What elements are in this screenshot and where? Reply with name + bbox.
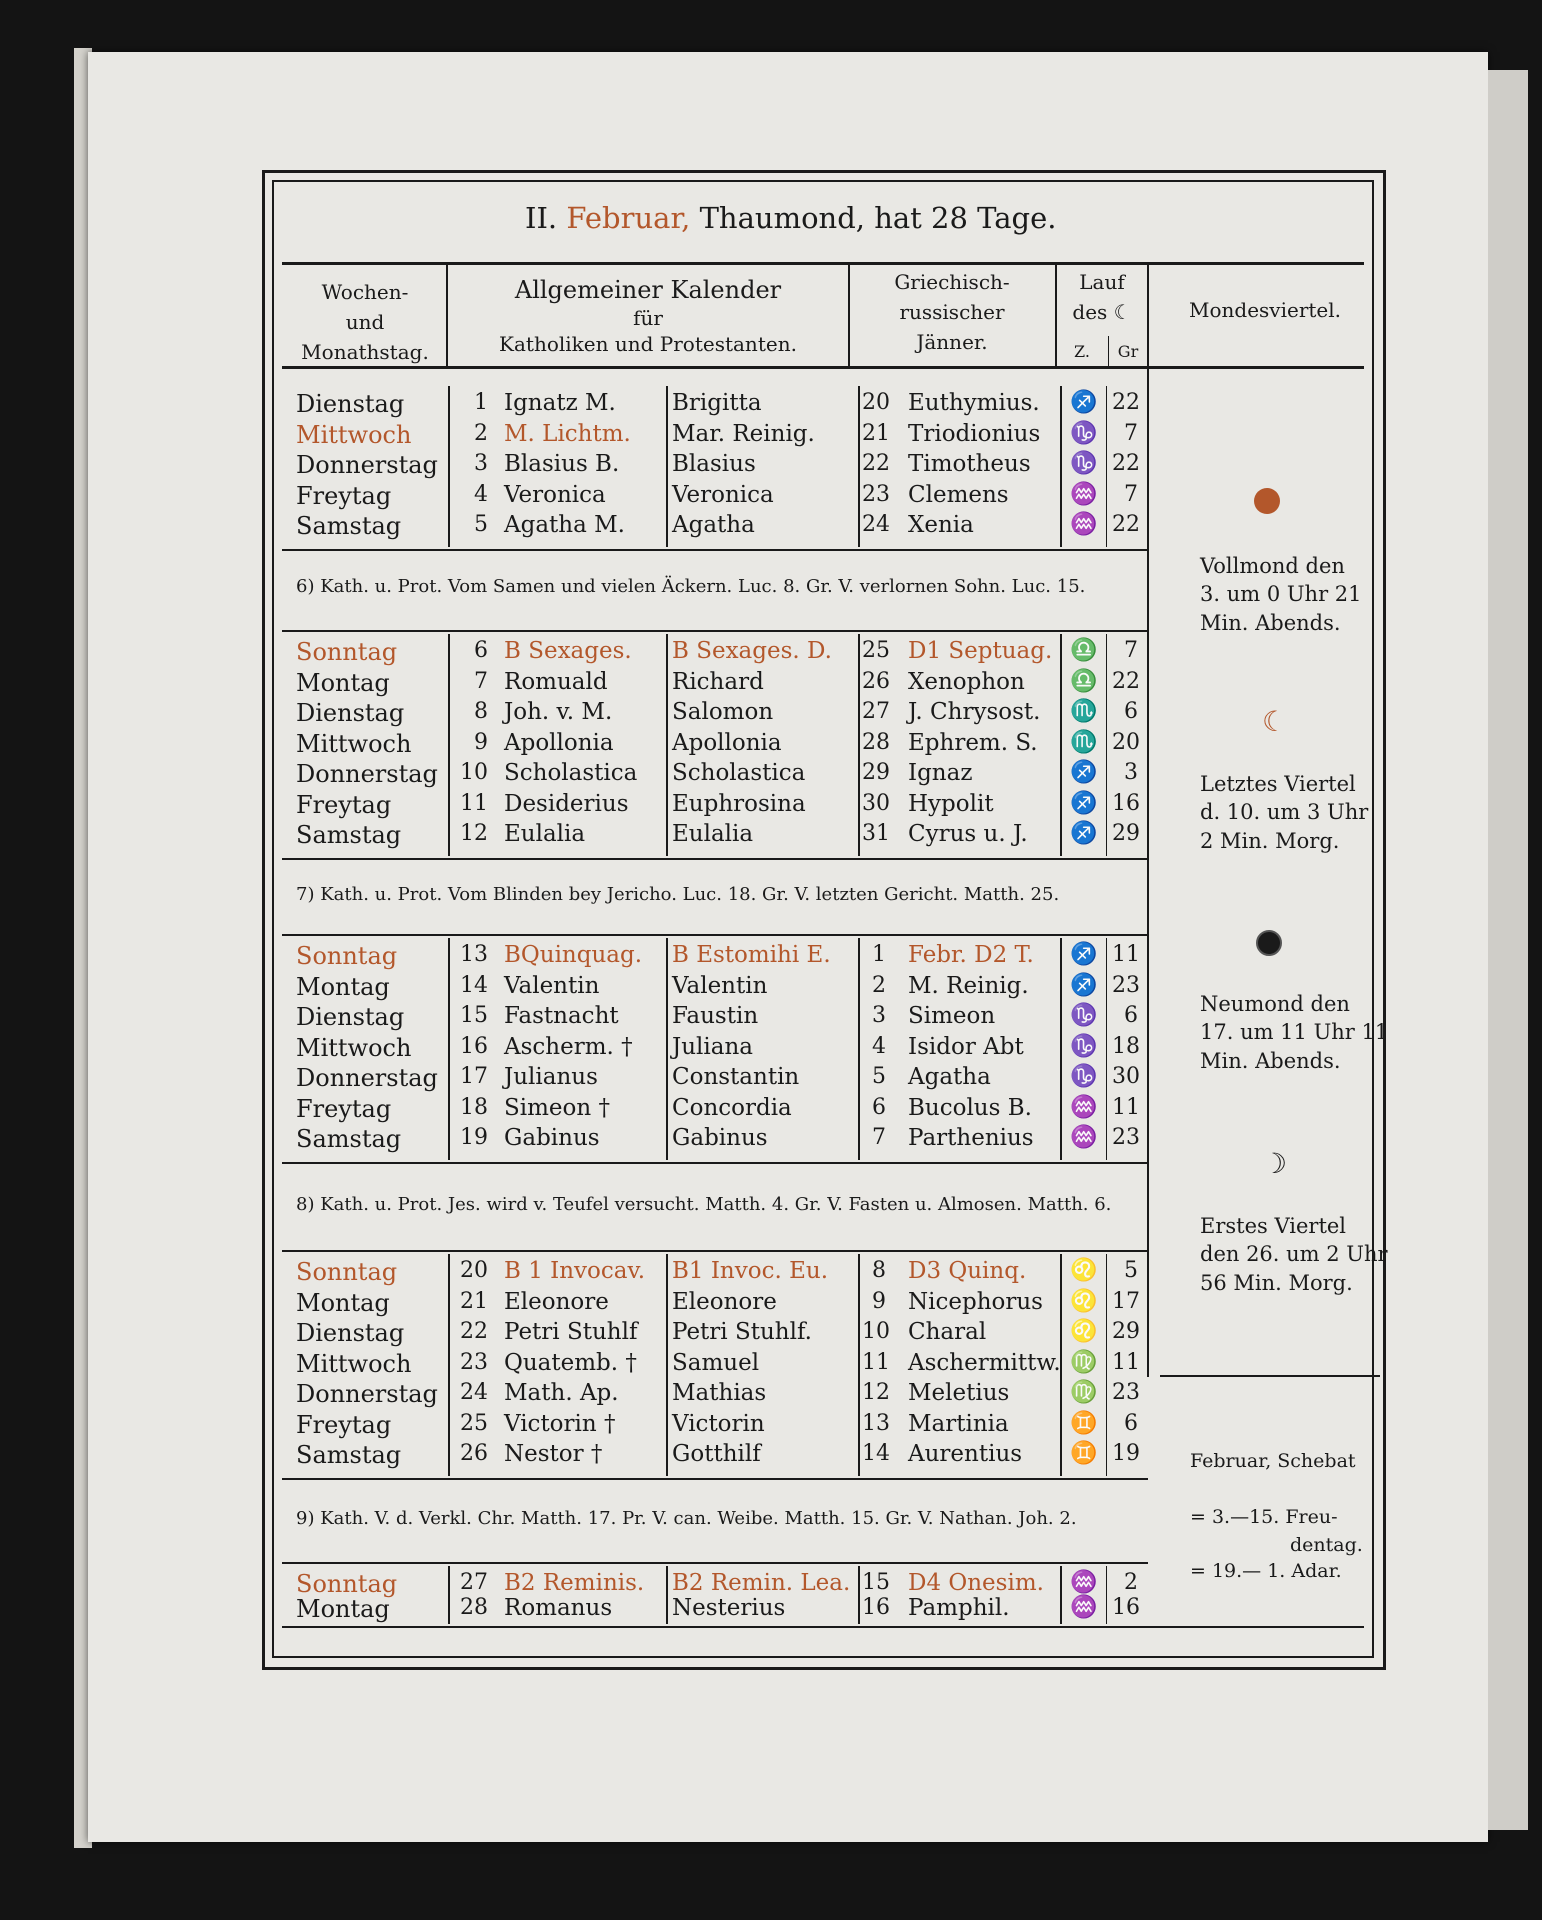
week-note: 7) Kath. u. Prot. Vom Blinden bey Jericho. Luc. 18. Gr. V. letzten Gericht. Matth. 25.	[296, 884, 1060, 905]
cell-zod: ♒	[1070, 1125, 1098, 1150]
cell-day: Freytag	[296, 790, 392, 819]
cell-gr: 29	[1112, 1319, 1140, 1344]
cell-gnum: 7	[872, 1125, 886, 1150]
cell-gr: 18	[1112, 1033, 1140, 1059]
cell-gr: 5	[1124, 1258, 1138, 1283]
cell-gr: 30	[1112, 1064, 1140, 1089]
cell-greek: Xenia	[908, 512, 974, 538]
cell-gr: 29	[1112, 821, 1140, 846]
week-note: 8) Kath. u. Prot. Jes. wird v. Teufel versucht. Matth. 4. Gr. V. Fasten u. Almosen. Matth. 6.	[296, 1194, 1112, 1215]
cell-gnum: 27	[862, 699, 890, 724]
cell-gr: 11	[1112, 1349, 1140, 1375]
cell-num: 14	[460, 972, 488, 998]
cell-gr: 22	[1112, 390, 1140, 415]
week-3-bottom-rule	[282, 1478, 1148, 1480]
cell-gr: 23	[1112, 1380, 1140, 1405]
cell-zod: ♒	[1070, 512, 1098, 537]
week-1-divider-4	[1106, 634, 1107, 856]
cell-gnum: 1	[872, 942, 886, 967]
cell-kath: Fastnacht	[504, 1003, 619, 1029]
cell-zod: ♐	[1070, 390, 1098, 415]
cell-kath: Ascherm. †	[504, 1033, 633, 1060]
inner-frame	[272, 180, 1374, 1658]
cell-greek: Bucolus B.	[908, 1094, 1032, 1121]
jewish-title: Februar, Schebat	[1190, 1450, 1356, 1472]
cell-prot: Veronica	[672, 481, 774, 508]
cell-day: Mittwoch	[296, 420, 412, 449]
cell-greek: Ignaz	[908, 760, 973, 786]
cell-prot: Samuel	[672, 1349, 760, 1376]
title-roman: II.	[525, 201, 558, 235]
cell-day: Montag	[296, 1595, 390, 1623]
cell-prot: Blasius	[672, 451, 756, 477]
cell-num: 12	[460, 821, 488, 846]
week-0-divider-1	[666, 386, 668, 547]
cell-greek: Pamphil.	[908, 1595, 1010, 1621]
cell-gnum: 9	[872, 1288, 886, 1314]
cell-zod: ♐	[1070, 790, 1098, 816]
cell-zod: ♎	[1070, 668, 1098, 694]
week-0-divider-2	[858, 386, 860, 547]
cell-prot: Gabinus	[672, 1125, 768, 1151]
cell-num: 28	[460, 1595, 488, 1620]
week-4-top-rule	[282, 1562, 1148, 1564]
cell-zod: ♒	[1070, 481, 1098, 507]
cell-zod: ♊	[1070, 1410, 1098, 1436]
cell-kath: Petri Stuhlf	[504, 1319, 638, 1345]
cell-gnum: 15	[862, 1570, 890, 1595]
cell-day: Sonntag	[296, 1258, 398, 1286]
cell-prot: Mathias	[672, 1380, 767, 1406]
cell-gr: 7	[1124, 420, 1138, 446]
header-col1: Wochen- und Monathstag.	[301, 280, 429, 364]
week-0-divider-4	[1106, 386, 1107, 547]
cell-prot: Juliana	[672, 1033, 753, 1060]
cell-day: Sonntag	[296, 942, 398, 970]
header-col4-gr: Gr	[1117, 342, 1139, 361]
cell-zod: ♐	[1070, 821, 1098, 846]
cell-num: 5	[474, 512, 488, 537]
moon-section-rule	[1160, 1375, 1380, 1377]
cell-zod: ♏	[1070, 729, 1098, 755]
cell-gnum: 23	[862, 481, 890, 507]
cell-num: 22	[460, 1319, 488, 1344]
cell-zod: ♌	[1070, 1258, 1098, 1283]
cell-greek: Isidor Abt	[908, 1033, 1024, 1060]
cell-greek: Triodionius	[908, 420, 1041, 447]
cell-greek: D3 Quinq.	[908, 1258, 1027, 1284]
title-month: Februar,	[566, 201, 691, 235]
cell-prot: Petri Stuhlf.	[672, 1319, 812, 1345]
cell-gr: 7	[1124, 481, 1138, 507]
week-1-divider-2	[858, 634, 860, 856]
header-divider-4	[1108, 336, 1109, 366]
cell-greek: Ephrem. S.	[908, 729, 1038, 756]
cell-prot: Apollonia	[672, 729, 782, 756]
cell-gr: 6	[1124, 699, 1138, 724]
cell-greek: Timotheus	[908, 451, 1031, 477]
week-2-divider-1	[666, 938, 668, 1160]
cell-zod: ♑	[1070, 420, 1098, 446]
cell-kath: Gabinus	[504, 1125, 600, 1151]
header-col4: Lauf des ☾	[1072, 270, 1132, 324]
new-moon-icon	[1256, 930, 1282, 956]
cell-num: 1	[474, 390, 488, 415]
cell-kath: B2 Reminis.	[504, 1570, 645, 1596]
jewish-line1: = 3.—15. Freu-	[1190, 1506, 1338, 1528]
cell-prot: Victorin	[672, 1410, 765, 1437]
jewish-line1b: dentag.	[1290, 1534, 1363, 1556]
week-4-divider-0	[448, 1566, 450, 1624]
cell-gnum: 12	[862, 1380, 890, 1405]
week-4-bottom-rule	[282, 1626, 1364, 1628]
cell-gnum: 3	[872, 1003, 886, 1028]
cell-prot: Richard	[672, 668, 764, 695]
cell-zod: ♌	[1070, 1288, 1098, 1314]
cell-prot: Mar. Reinig.	[672, 420, 815, 447]
cell-gnum: 26	[862, 668, 890, 694]
moon-column-divider	[1147, 262, 1149, 1377]
cell-greek: Cyrus u. J.	[908, 821, 1028, 847]
week-3-divider-0	[448, 1254, 450, 1476]
week-4-divider-3	[1060, 1566, 1062, 1624]
header-top-rule	[282, 262, 1364, 265]
cell-day: Samstag	[296, 821, 402, 849]
cell-zod: ♑	[1070, 1033, 1098, 1059]
cell-prot: Nesterius	[672, 1595, 786, 1621]
cell-gr: 23	[1112, 1125, 1140, 1150]
cell-greek: Charal	[908, 1319, 987, 1345]
cell-num: 7	[474, 668, 488, 694]
cell-gr: 6	[1124, 1003, 1138, 1028]
cell-prot: B Estomihi E.	[672, 942, 831, 968]
cell-prot: Gotthilf	[672, 1441, 761, 1467]
cell-kath: Eleonore	[504, 1288, 609, 1315]
cell-gr: 23	[1112, 972, 1140, 998]
cell-kath: Julianus	[504, 1064, 598, 1090]
cell-prot: Scholastica	[672, 760, 806, 786]
cell-gnum: 5	[872, 1064, 886, 1089]
header-divider-1	[446, 262, 448, 368]
cell-num: 10	[460, 760, 488, 785]
cell-zod: ♎	[1070, 638, 1098, 663]
week-1-divider-1	[666, 634, 668, 856]
cell-zod: ♊	[1070, 1441, 1098, 1466]
cell-prot: Eulalia	[672, 821, 754, 847]
cell-num: 21	[460, 1288, 488, 1314]
cell-prot: Salomon	[672, 699, 774, 725]
cell-day: Samstag	[296, 512, 402, 540]
cell-day: Dienstag	[296, 1319, 405, 1347]
week-1-divider-0	[448, 634, 450, 856]
cell-kath: Joh. v. M.	[504, 699, 613, 725]
cell-greek: Clemens	[908, 481, 1009, 508]
header-col4-z: Z.	[1074, 342, 1090, 361]
cell-num: 18	[460, 1094, 488, 1120]
header-bottom-rule	[282, 366, 1364, 369]
cell-day: Sonntag	[296, 638, 398, 666]
cell-kath: BQuinquag.	[504, 942, 643, 968]
title-rest: Thaumond, hat 28 Tage.	[699, 201, 1057, 235]
cell-gnum: 29	[862, 760, 890, 785]
cell-kath: M. Lichtm.	[504, 420, 631, 447]
cell-num: 26	[460, 1441, 488, 1466]
cell-kath: Romanus	[504, 1595, 613, 1621]
cell-greek: J. Chrysost.	[908, 699, 1041, 725]
cell-day: Sonntag	[296, 1570, 398, 1598]
cell-num: 27	[460, 1570, 488, 1595]
cell-gnum: 2	[872, 972, 886, 998]
cell-num: 13	[460, 942, 488, 967]
cell-gr: 3	[1124, 760, 1138, 785]
cell-num: 2	[474, 420, 488, 446]
cell-gr: 17	[1112, 1288, 1140, 1314]
cell-kath: Valentin	[504, 972, 600, 999]
week-1-divider-3	[1060, 634, 1062, 856]
cell-day: Dienstag	[296, 1003, 405, 1031]
cell-gnum: 16	[862, 1595, 890, 1620]
cell-kath: Eulalia	[504, 821, 586, 847]
cell-greek: Euthymius.	[908, 390, 1040, 416]
cell-day: Donnerstag	[296, 760, 438, 788]
week-2-divider-4	[1106, 938, 1107, 1160]
cell-zod: ♍	[1070, 1349, 1098, 1375]
cell-day: Samstag	[296, 1441, 402, 1469]
cell-kath: Nestor †	[504, 1441, 603, 1467]
cell-greek: Agatha	[908, 1064, 991, 1090]
cell-gnum: 11	[862, 1349, 890, 1375]
cell-gnum: 22	[862, 451, 890, 476]
cell-gnum: 20	[862, 390, 890, 415]
cell-prot: B2 Remin. Lea.	[672, 1570, 851, 1596]
page-title	[525, 201, 1057, 235]
week-2-top-rule	[282, 934, 1148, 936]
cell-zod: ♑	[1070, 1064, 1098, 1089]
cell-greek: Meletius	[908, 1380, 1010, 1406]
week-2-bottom-rule	[282, 1162, 1148, 1164]
cell-zod: ♐	[1070, 760, 1098, 785]
cell-gr: 20	[1112, 729, 1140, 755]
cell-gnum: 28	[862, 729, 890, 755]
week-4-divider-1	[666, 1566, 668, 1624]
cell-zod: ♐	[1070, 972, 1098, 998]
cell-prot: Faustin	[672, 1003, 759, 1029]
cell-num: 19	[460, 1125, 488, 1150]
week-3-divider-1	[666, 1254, 668, 1476]
last-quarter-icon: ☾	[1262, 705, 1288, 738]
cell-day: Samstag	[296, 1125, 402, 1153]
moon-new: Neumond den 17. um 11 Uhr 11 Min. Abends.	[1200, 992, 1389, 1073]
cell-zod: ♌	[1070, 1319, 1098, 1344]
cell-gnum: 6	[872, 1094, 886, 1120]
week-0-divider-3	[1060, 386, 1062, 547]
cell-num: 9	[474, 729, 488, 755]
cell-num: 11	[460, 790, 488, 816]
jewish-line2: = 19.— 1. Adar.	[1190, 1560, 1342, 1582]
cell-gr: 11	[1112, 942, 1140, 967]
cell-zod: ♑	[1070, 451, 1098, 476]
cell-prot: Agatha	[672, 512, 755, 538]
week-0-bottom-rule	[282, 549, 1148, 551]
week-3-divider-4	[1106, 1254, 1107, 1476]
week-1-bottom-rule	[282, 858, 1148, 860]
cell-greek: D1 Septuag.	[908, 638, 1053, 664]
cell-gr: 11	[1112, 1094, 1140, 1120]
cell-day: Freytag	[296, 481, 392, 510]
cell-zod: ♒	[1070, 1094, 1098, 1120]
cell-gnum: 25	[862, 638, 890, 663]
cell-gnum: 21	[862, 420, 890, 446]
cell-prot: Concordia	[672, 1094, 792, 1121]
cell-day: Montag	[296, 668, 390, 697]
cell-greek: Nicephorus	[908, 1288, 1043, 1315]
cell-gnum: 4	[872, 1033, 886, 1059]
cell-zod: ♍	[1070, 1380, 1098, 1405]
cell-gnum: 14	[862, 1441, 890, 1466]
week-1-top-rule	[282, 630, 1148, 632]
cell-greek: Febr. D2 T.	[908, 942, 1034, 968]
cell-num: 15	[460, 1003, 488, 1028]
cell-num: 20	[460, 1258, 488, 1283]
page-edge	[1488, 70, 1528, 1830]
cell-kath: Romuald	[504, 668, 608, 695]
header-col3: Griechisch- russischer Jänner.	[894, 270, 1010, 354]
week-2-divider-2	[858, 938, 860, 1160]
first-quarter-icon: ☽	[1262, 1147, 1288, 1180]
cell-num: 24	[460, 1380, 488, 1405]
cell-greek: Simeon	[908, 1003, 996, 1029]
cell-day: Mittwoch	[296, 1349, 412, 1378]
cell-kath: Quatemb. †	[504, 1349, 637, 1376]
week-4-divider-2	[858, 1566, 860, 1624]
header-col2: Allgemeiner Kalender für Katholiken und Protestanten.	[499, 276, 797, 356]
cell-num: 4	[474, 481, 488, 507]
cell-greek: Martinia	[908, 1410, 1009, 1437]
cell-num: 16	[460, 1033, 488, 1059]
cell-num: 6	[474, 638, 488, 663]
cell-gnum: 31	[862, 821, 890, 846]
cell-gr: 6	[1124, 1410, 1138, 1436]
cell-gr: 16	[1112, 1595, 1140, 1620]
cell-num: 8	[474, 699, 488, 724]
cell-prot: Constantin	[672, 1064, 800, 1090]
cell-kath: Ignatz M.	[504, 390, 616, 416]
header-divider-3	[1055, 262, 1057, 368]
cell-gr: 19	[1112, 1441, 1140, 1466]
cell-kath: Veronica	[504, 481, 606, 508]
cell-zod: ♒	[1070, 1595, 1098, 1620]
header-divider-2	[848, 262, 850, 368]
cell-num: 25	[460, 1410, 488, 1436]
full-moon-icon	[1254, 488, 1280, 514]
cell-gr: 22	[1112, 668, 1140, 694]
cell-zod: ♑	[1070, 1003, 1098, 1028]
cell-prot: B1 Invoc. Eu.	[672, 1258, 829, 1284]
cell-kath: Apollonia	[504, 729, 614, 756]
cell-gnum: 30	[862, 790, 890, 816]
cell-greek: Aschermittw.	[908, 1349, 1061, 1376]
week-note: 9) Kath. V. d. Verkl. Chr. Matth. 17. Pr. V. can. Weibe. Matth. 15. Gr. V. Nathan. Joh. 2.	[296, 1508, 1077, 1529]
cell-prot: B Sexages. D.	[672, 638, 832, 664]
cell-gr: 22	[1112, 451, 1140, 476]
cell-gr: 16	[1112, 790, 1140, 816]
cell-kath: B Sexages.	[504, 638, 632, 664]
cell-num: 17	[460, 1064, 488, 1089]
cell-kath: Math. Ap.	[504, 1380, 619, 1406]
week-note: 6) Kath. u. Prot. Vom Samen und vielen Äckern. Luc. 8. Gr. V. verlornen Sohn. Luc. 15.	[296, 576, 1086, 597]
cell-day: Donnerstag	[296, 1380, 438, 1408]
cell-greek: Xenophon	[908, 668, 1025, 695]
week-2-divider-3	[1060, 938, 1062, 1160]
cell-gr: 22	[1112, 512, 1140, 537]
cell-greek: Aurentius	[908, 1441, 1023, 1467]
cell-day: Donnerstag	[296, 451, 438, 479]
cell-day: Donnerstag	[296, 1064, 438, 1092]
week-3-top-rule	[282, 1250, 1148, 1252]
cell-zod: ♐	[1070, 942, 1098, 967]
cell-gr: 2	[1124, 1570, 1138, 1595]
cell-kath: B 1 Invocav.	[504, 1258, 646, 1284]
cell-day: Montag	[296, 972, 390, 1001]
cell-num: 3	[474, 451, 488, 476]
cell-zod: ♒	[1070, 1570, 1098, 1595]
moon-full: Vollmond den 3. um 0 Uhr 21 Min. Abends.	[1200, 554, 1362, 635]
cell-greek: Parthenius	[908, 1125, 1034, 1151]
cell-greek: Hypolit	[908, 790, 994, 817]
cell-greek: D4 Onesim.	[908, 1570, 1044, 1596]
moon-first: Erstes Viertel den 26. um 2 Uhr 56 Min. Morg.	[1200, 1214, 1388, 1295]
cell-greek: M. Reinig.	[908, 972, 1029, 999]
cell-day: Montag	[296, 1288, 390, 1317]
cell-gnum: 10	[862, 1319, 890, 1344]
cell-day: Mittwoch	[296, 1033, 412, 1062]
cell-gnum: 13	[862, 1410, 890, 1436]
cell-gnum: 8	[872, 1258, 886, 1283]
cell-kath: Scholastica	[504, 760, 638, 786]
cell-day: Freytag	[296, 1094, 392, 1123]
header-col5: Mondesviertel.	[1188, 298, 1342, 322]
cell-kath: Agatha M.	[504, 512, 625, 538]
cell-day: Dienstag	[296, 390, 405, 418]
week-0-divider-0	[448, 386, 450, 547]
cell-num: 23	[460, 1349, 488, 1375]
week-4-divider-4	[1106, 1566, 1107, 1624]
cell-kath: Blasius B.	[504, 451, 620, 477]
week-3-divider-2	[858, 1254, 860, 1476]
week-2-divider-0	[448, 938, 450, 1160]
cell-kath: Simeon †	[504, 1094, 611, 1121]
cell-gnum: 24	[862, 512, 890, 537]
cell-zod: ♏	[1070, 699, 1098, 724]
cell-kath: Desiderius	[504, 790, 629, 817]
cell-day: Freytag	[296, 1410, 392, 1439]
cell-kath: Victorin †	[504, 1410, 616, 1437]
cell-prot: Euphrosina	[672, 790, 806, 817]
moon-last: Letztes Viertel d. 10. um 3 Uhr 2 Min. Morg.	[1200, 772, 1369, 853]
cell-prot: Brigitta	[672, 390, 762, 416]
cell-prot: Valentin	[672, 972, 768, 999]
cell-prot: Eleonore	[672, 1288, 777, 1315]
cell-day: Dienstag	[296, 699, 405, 727]
cell-gr: 7	[1124, 638, 1138, 663]
cell-day: Mittwoch	[296, 729, 412, 758]
